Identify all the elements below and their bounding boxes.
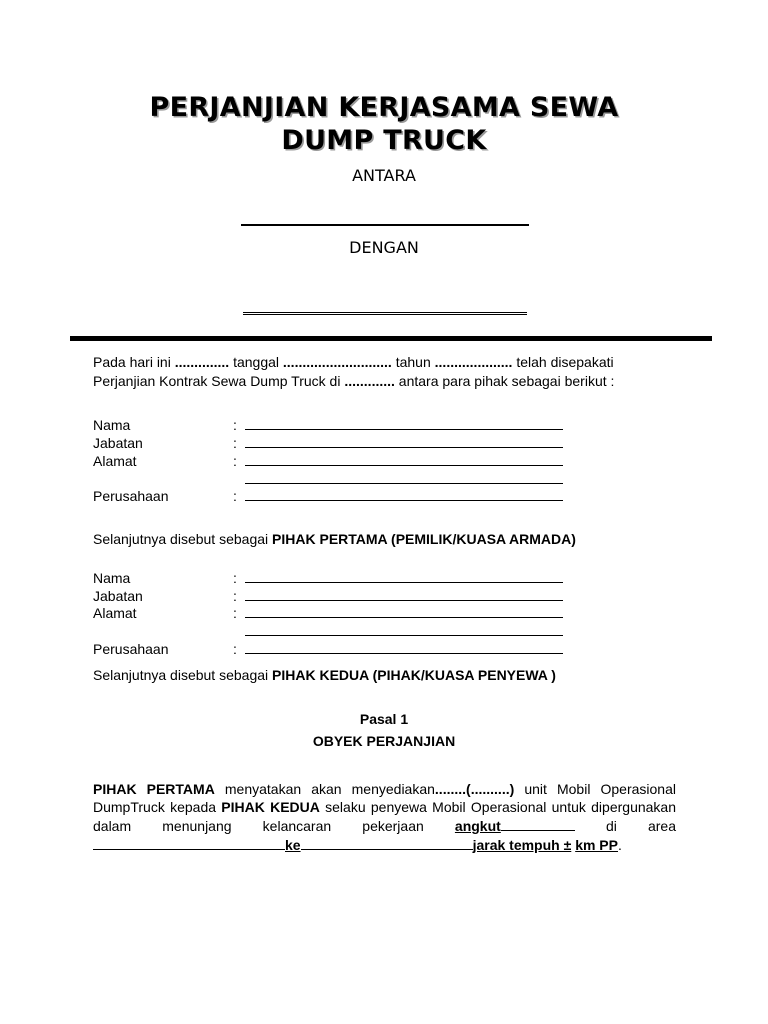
intro-line-2: Perjanjian Kontrak Sewa Dump Truck di ............. antara para pihak sebagai berikut : — [93, 373, 615, 389]
to-label: ke — [285, 837, 301, 853]
party1-designation: Selanjutnya disebut sebagai PIHAK PERTAMA (PEMILIK/KUASA ARMADA) — [93, 531, 576, 547]
field-colon: : — [233, 588, 237, 604]
field-colon: : — [233, 417, 237, 433]
field-label: Alamat — [93, 453, 137, 469]
field-colon: : — [233, 570, 237, 586]
field-label: Jabatan — [93, 435, 143, 451]
party2-designation: Selanjutnya disebut sebagai PIHAK KEDUA (PIHAK/KUASA PENYEWA ) — [93, 667, 556, 683]
field-label: Perusahaan — [93, 488, 169, 504]
article-title: OBYEK PERJANJIAN — [312, 733, 456, 749]
header-divider — [70, 336, 712, 341]
fill-in-line — [245, 617, 563, 618]
fill-in-line — [245, 483, 563, 484]
with-label: DENGAN — [349, 238, 419, 257]
fill-in-line — [245, 653, 563, 654]
fill-in-line — [245, 635, 563, 636]
field-label: Perusahaan — [93, 641, 169, 657]
fill-in-line — [245, 582, 563, 583]
field-colon: : — [233, 435, 237, 451]
area-from-blank — [93, 835, 285, 850]
fill-in-line — [245, 465, 563, 466]
fill-in-line — [245, 500, 563, 501]
between-label: ANTARA — [352, 166, 416, 185]
field-colon: : — [233, 488, 237, 504]
intro-line-1: Pada hari ini .............. tanggal ............................ tahun .................... telah disepakati — [93, 354, 614, 370]
fill-in-line — [245, 429, 563, 430]
fill-in-line — [245, 447, 563, 448]
field-label: Nama — [93, 417, 131, 433]
second-party-name-blank — [243, 312, 527, 313]
field-label: Alamat — [93, 605, 137, 621]
article-number: Pasal 1 — [359, 711, 409, 727]
second-party-name-blank-underline — [243, 314, 527, 315]
field-label: Jabatan — [93, 588, 143, 604]
intro-paragraph — [93, 353, 676, 391]
field-label: Nama — [93, 570, 131, 586]
field-colon: : — [233, 453, 237, 469]
fill-in-line — [245, 600, 563, 601]
cargo-blank — [501, 816, 575, 831]
distance-unit: km PP — [575, 837, 618, 853]
document-title-line-2: DUMP TRUCK — [281, 125, 487, 156]
area-to-blank — [301, 835, 473, 850]
field-colon: : — [233, 641, 237, 657]
cargo-type: angkut — [454, 818, 501, 834]
distance-label: jarak tempuh ± — [472, 837, 572, 853]
field-colon: : — [233, 605, 237, 621]
first-party-name-blank — [241, 224, 529, 226]
document-title-line-1: PERJANJIAN KERJASAMA SEWA — [149, 92, 619, 123]
article-paragraph: PIHAK PERTAMA menyatakan akan menyediakan........(..........) unit Mobil Operasional DumpTruck kepada PIHAK KEDUA selaku penyewa Mobil Operasional untuk dipergunakan dalam menunjang kelancaran pekerjaan angkut di area ke jarak tempuh ± km PP. — [93, 781, 676, 853]
